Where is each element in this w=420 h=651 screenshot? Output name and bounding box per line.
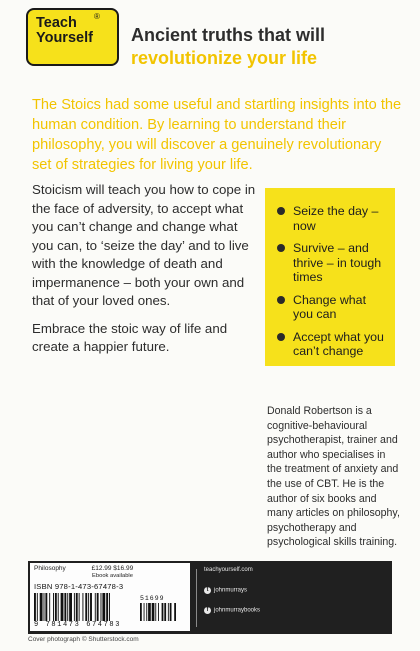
benefits-list xyxy=(277,204,389,359)
headline xyxy=(131,24,411,70)
website-link[interactable] xyxy=(204,567,253,574)
facebook-icon: f xyxy=(204,607,211,614)
headline-line-1: Ancient truths that will xyxy=(131,25,326,45)
barcode-panel xyxy=(28,561,392,634)
price-row xyxy=(34,565,133,572)
headline-line-2: revolutionize your life xyxy=(131,48,318,68)
logo-line-teach: Teach xyxy=(36,15,77,31)
benefit-item xyxy=(277,293,389,322)
author-bio: Donald Robertson is a cognitive-behavioural psychotherapist, trainer and author who specialises in the treatment of anxiety and the use of CBT. He is the author of six books and many articles on philosophy, psychotherapy and psychological skills training. xyxy=(267,405,400,549)
facebook-link[interactable] xyxy=(204,607,260,614)
barcode-supplement: 51699 xyxy=(140,595,165,602)
body-paragraph-1: Stoicism will teach you how to cope in the face of adversity, to accept what you can’t change and change what you can, to ‘seize the day’ and to live with the knowledge of death and impermanence – both your own and that of your loved ones. xyxy=(32,182,256,308)
website-text: teachyourself.com xyxy=(204,567,253,573)
teach-yourself-logo xyxy=(26,8,119,66)
bullet-icon xyxy=(277,244,285,252)
ebook-label: Ebook available xyxy=(92,573,133,579)
benefit-text: Survive – and thrive – in tough times xyxy=(293,241,382,284)
registered-mark: ® xyxy=(94,12,100,21)
bullet-icon xyxy=(277,296,285,304)
panel-divider xyxy=(196,569,197,627)
benefit-item xyxy=(277,330,389,359)
body-paragraph-2: Embrace the stoic way of life and create a happier future. xyxy=(32,320,228,354)
category-label: Philosophy xyxy=(34,565,66,572)
benefit-text: Accept what you can’t change xyxy=(293,329,384,358)
price-label: £12.99 $16.99 xyxy=(91,565,134,572)
logo-line-yourself: Yourself xyxy=(36,30,93,46)
benefit-text: Seize the day – now xyxy=(293,204,379,233)
bullet-icon xyxy=(277,333,285,341)
benefit-item xyxy=(277,204,389,233)
facebook-handle: johnmurraybooks xyxy=(214,607,261,614)
benefit-text: Change what you can xyxy=(293,292,367,321)
intro-paragraph: The Stoics had some useful and startling insights into the human condition. By learning to understand their philosophy, you will discover a genuinely revolutionary set of strategies for living your life. xyxy=(32,97,402,173)
body-text xyxy=(32,181,257,366)
benefits-callout xyxy=(265,188,395,366)
photo-credit: Cover photograph © Shutterstock.com xyxy=(28,636,139,643)
twitter-handle: johnmurrays xyxy=(214,587,248,594)
isbn-label: ISBN 978-1-473-67478-3 xyxy=(34,582,124,591)
bullet-icon xyxy=(277,207,285,215)
twitter-icon: t xyxy=(204,587,211,594)
barcode-number: 9 781473 674783 xyxy=(34,621,122,629)
barcode-box xyxy=(30,563,190,631)
twitter-link[interactable] xyxy=(204,587,247,594)
benefit-item xyxy=(277,241,389,285)
